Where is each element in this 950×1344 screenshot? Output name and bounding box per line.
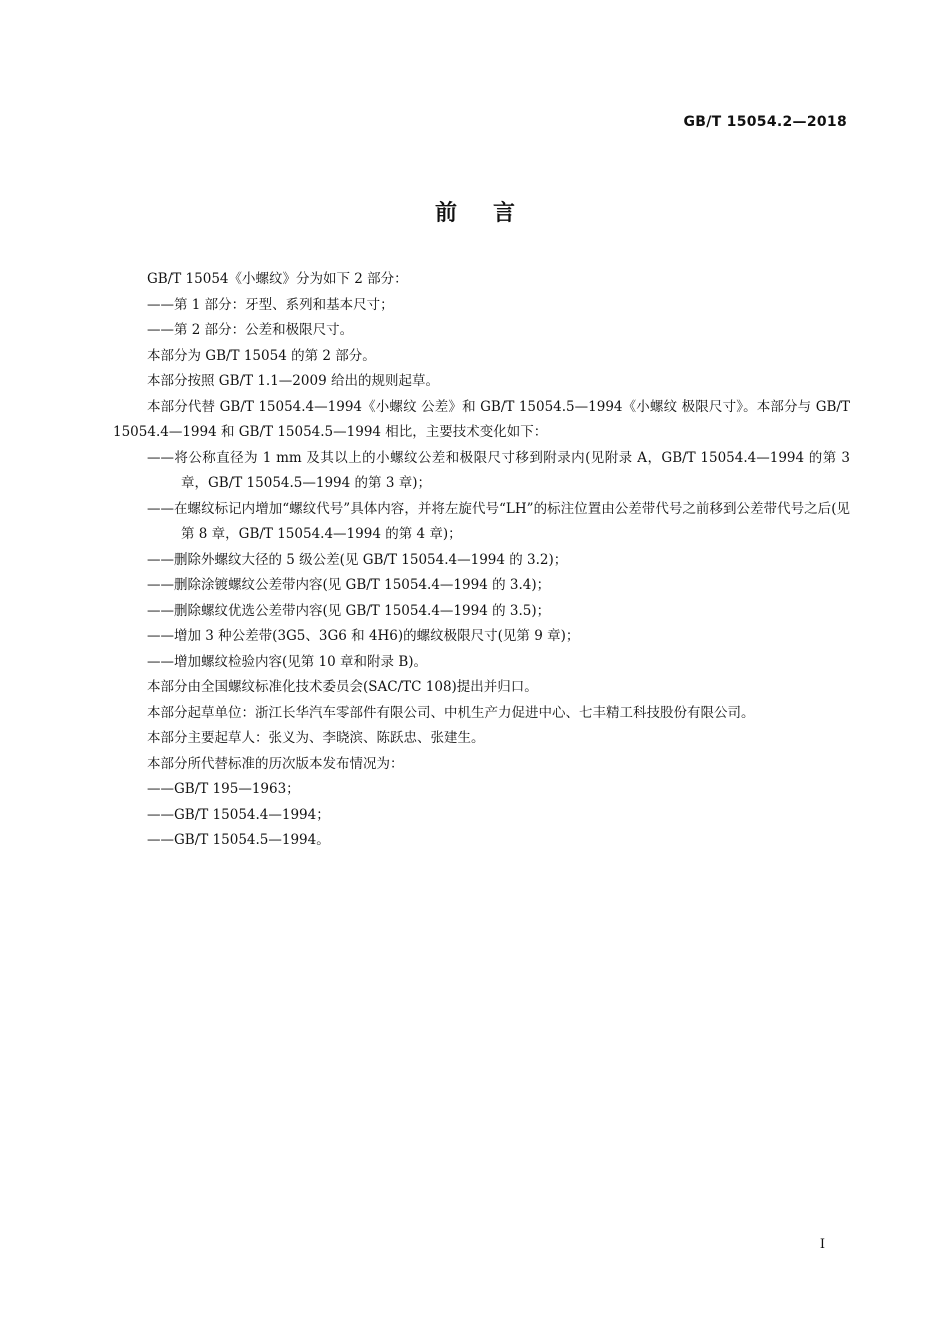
list-item-change: ——将公称直径为 1 mm 及其以上的小螺纹公差和极限尺寸移到附录内(见附录 A，GB/T 15054.4—1994 的第 3 章，GB/T 15054.5—1994 的第 3 章)； bbox=[147, 449, 850, 491]
page-title: 前言 bbox=[434, 201, 551, 226]
paragraph-history: 本部分所代替标准的历次版本发布情况为： bbox=[147, 755, 404, 772]
list-item-part2: ——第 2 部分：公差和极限尺寸。 bbox=[147, 322, 354, 338]
list-item-change: ——增加螺纹检验内容(见第 10 章和附录 B)。 bbox=[147, 653, 428, 670]
list-item-version: ——GB/T 195—1963； bbox=[147, 781, 300, 797]
paragraph-intro: GB/T 15054《小螺纹》分为如下 2 部分： bbox=[147, 271, 408, 287]
foreword-body bbox=[113, 267, 850, 854]
list-item-version: ——GB/T 15054.5—1994。 bbox=[147, 832, 330, 848]
paragraph-part-statement: 本部分为 GB/T 15054 的第 2 部分。 bbox=[147, 347, 376, 364]
list-item-change: ——增加 3 种公差带(3G5、3G6 和 4H6)的螺纹极限尺寸(见第 9 章)； bbox=[147, 628, 580, 644]
paragraph-drafting-rules: 本部分按照 GB/T 1.1—2009 给出的规则起草。 bbox=[147, 373, 439, 389]
standard-number: GB/T 15054.2—2018 bbox=[683, 114, 847, 130]
paragraph-proposer: 本部分由全国螺纹标准化技术委员会(SAC/TC 108)提出并归口。 bbox=[147, 679, 538, 695]
paragraph-drafting-units: 本部分起草单位：浙江长华汽车零部件有限公司、中机生产力促进中心、七丰精工科技股份有限公司。 bbox=[147, 704, 755, 721]
list-item-change: ——删除涂镀螺纹公差带内容(见 GB/T 15054.4—1994 的 3.4)； bbox=[147, 577, 551, 593]
list-item-part1: ——第 1 部分：牙型、系列和基本尺寸； bbox=[147, 296, 394, 313]
list-item-change: ——删除螺纹优选公差带内容(见 GB/T 15054.4—1994 的 3.5)； bbox=[147, 602, 551, 619]
paragraph-replacement: 本部分代替 GB/T 15054.4—1994《小螺纹 公差》和 GB/T 15054.5—1994《小螺纹 极限尺寸》。本部分与 GB/T 15054.4—1994 和 GB/T 15054.5—1994 相比，主要技术变化如下： bbox=[113, 398, 850, 440]
page-number: I bbox=[819, 1237, 825, 1252]
list-item-change: ——在螺纹标记内增加“螺纹代号”具体内容，并将左旋代号“LH”的标注位置由公差带代号之前移到公差带代号之后(见第 8 章，GB/T 15054.4—1994 的第 4 章)； bbox=[147, 500, 850, 542]
list-item-change: ——删除外螺纹大径的 5 级公差(见 GB/T 15054.4—1994 的 3.2)； bbox=[147, 551, 568, 568]
paragraph-drafters: 本部分主要起草人：张义为、李晓滨、陈跃忠、张建生。 bbox=[147, 730, 485, 746]
list-item-version: ——GB/T 15054.4—1994； bbox=[147, 806, 330, 823]
